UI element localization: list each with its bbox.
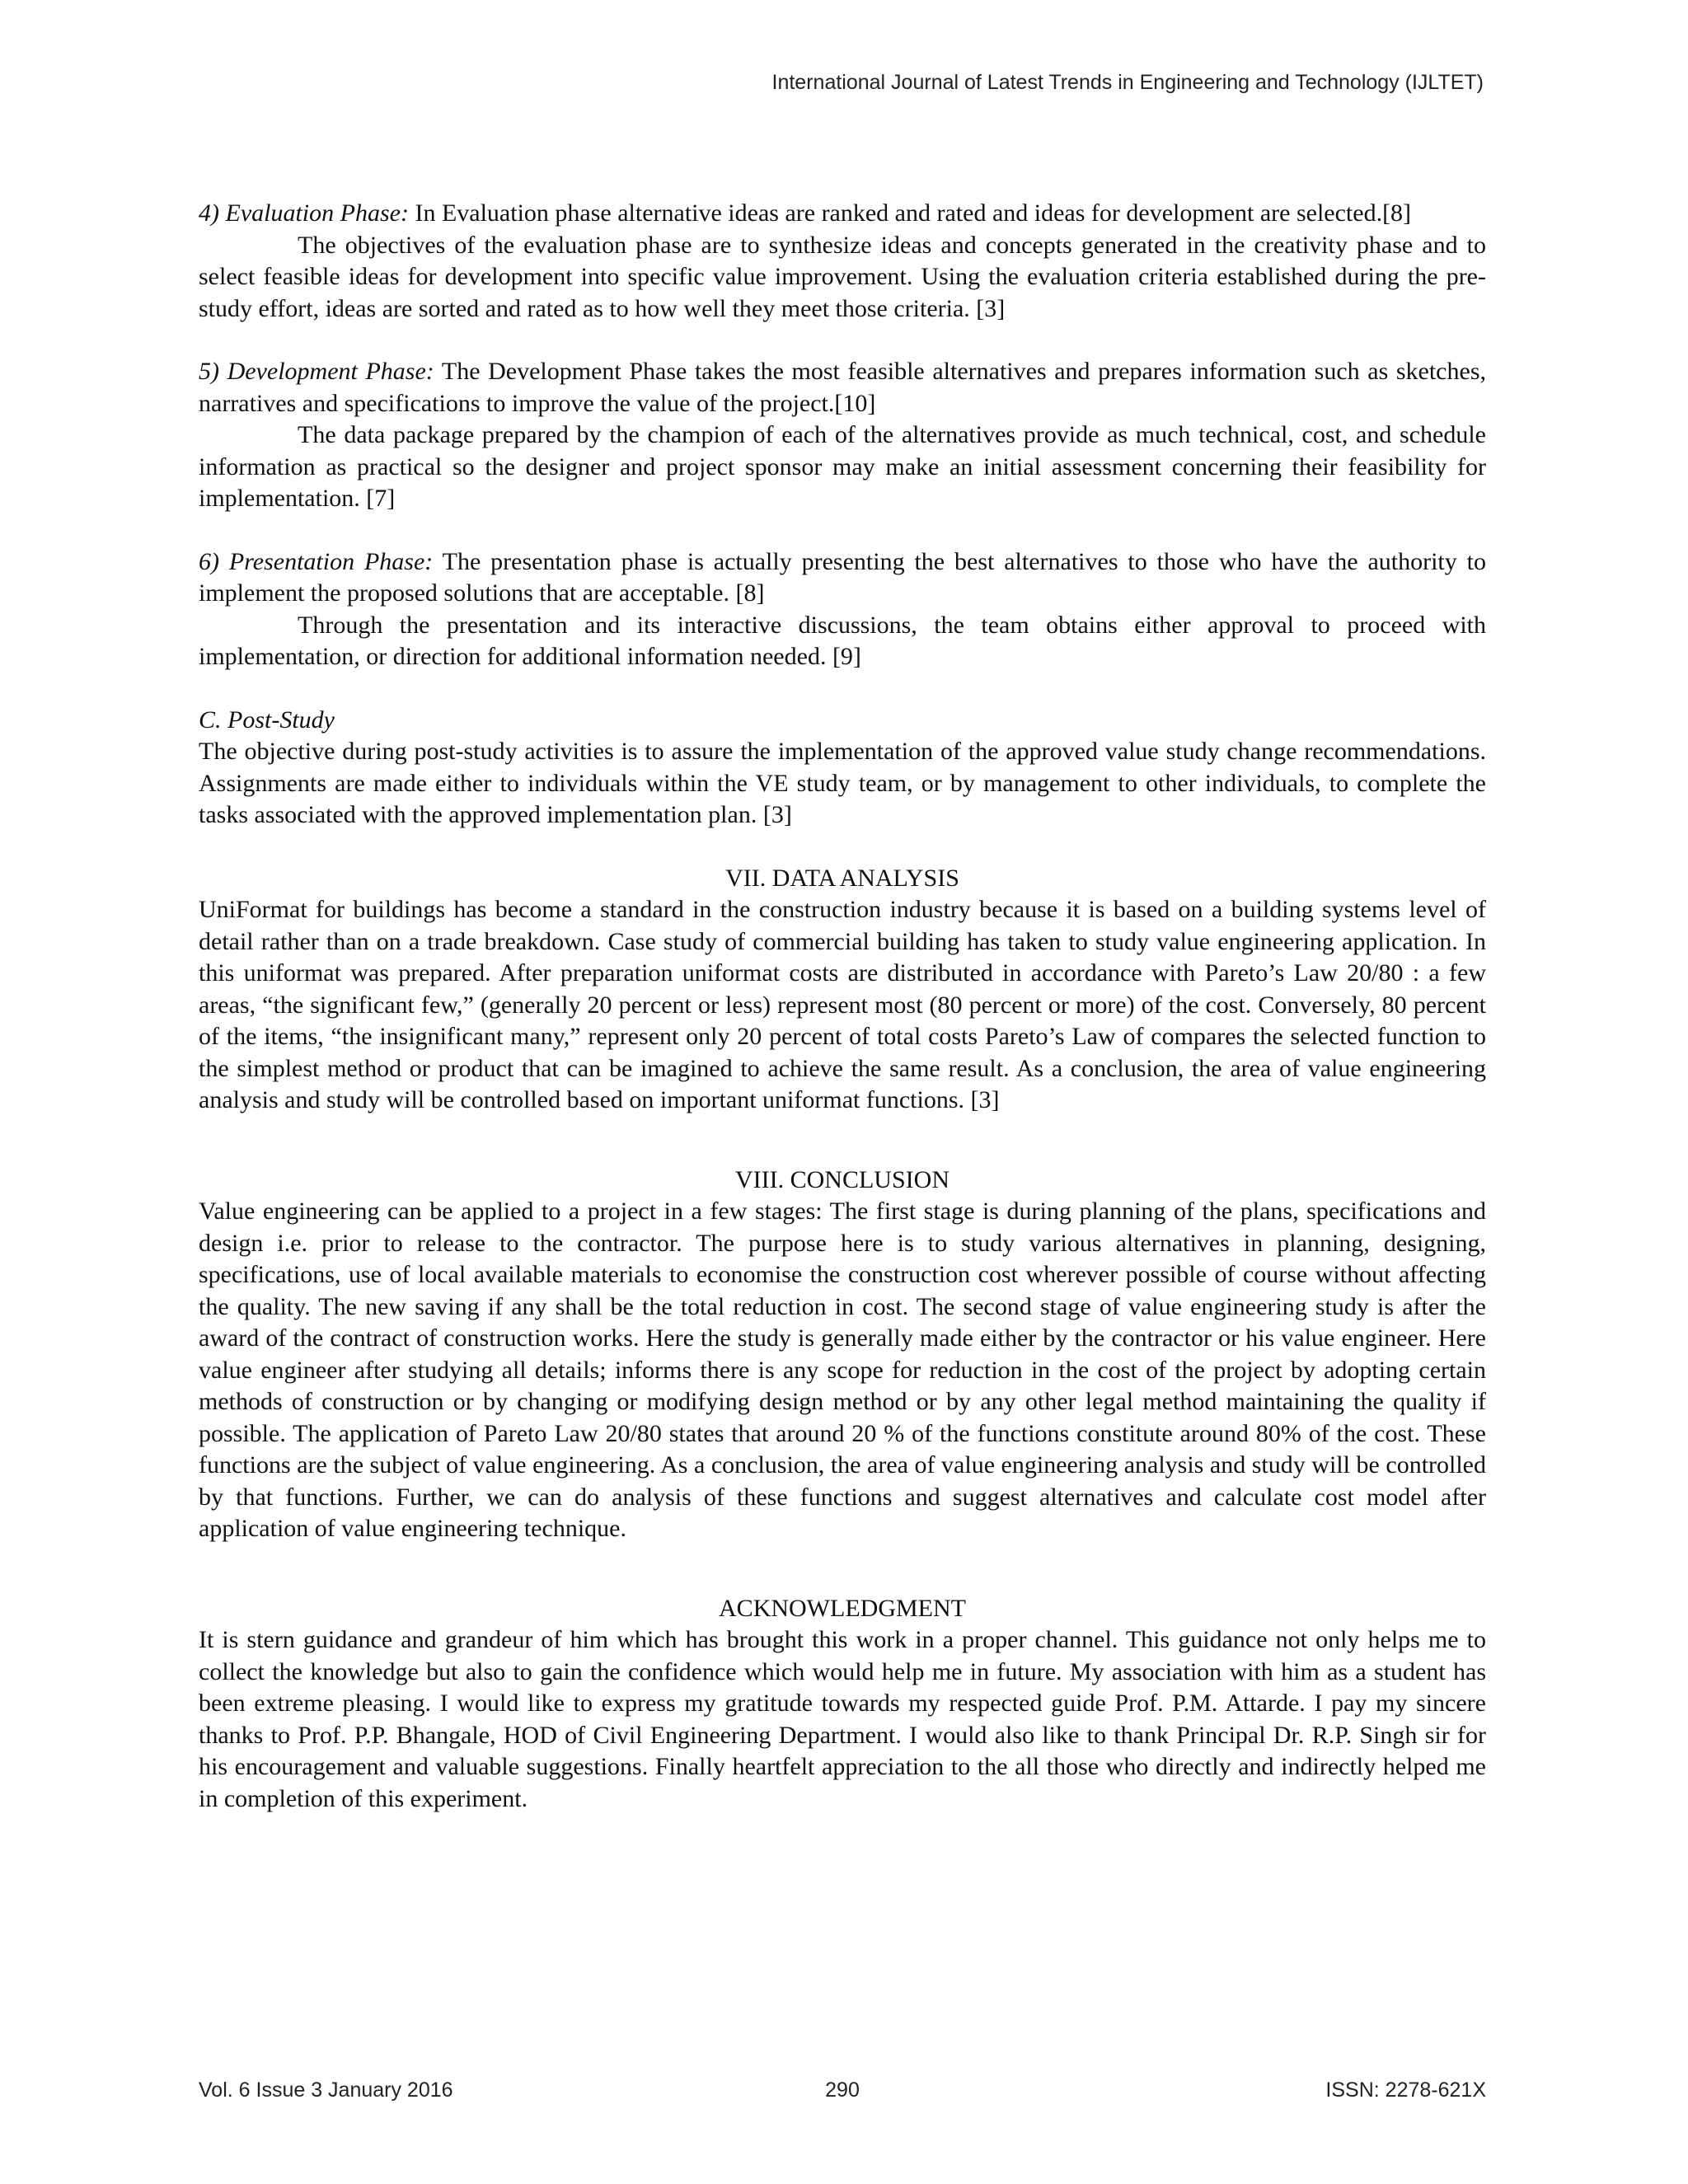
evaluation-phase-paragraph (199, 198, 1486, 230)
spacer (199, 515, 1486, 546)
conclusion-title: VIII. CONCLUSION (735, 1165, 950, 1193)
presentation-phase-text: The presentation phase is actually presenting the best alternatives to those who have the authority to implement the proposed solutions that are acceptable. [8] (199, 547, 1486, 607)
spacer (199, 325, 1486, 356)
footer-volume: Vol. 6 Issue 3 January 2016 (199, 2079, 453, 2102)
evaluation-phase-text: In Evaluation phase alternative ideas are ranked and rated and ideas for development are selected.[8] (408, 199, 1412, 227)
data-analysis-title: VII. DATA ANALYSIS (725, 864, 959, 892)
evaluation-phase-lead: 4) Evaluation Phase: (199, 199, 409, 227)
post-study-heading: C. Post-Study (199, 705, 335, 733)
spacer (199, 832, 1486, 863)
development-phase-text: The Development Phase takes the most feasible alternatives and prepares information such as sketches, narratives and specifications to improve the value of the project.[10] (199, 358, 1486, 417)
journal-header: International Journal of Latest Trends in Engineering and Technology (IJLTET) (771, 71, 1484, 94)
spacer (199, 1117, 1486, 1165)
acknowledgment-paragraph: It is stern guidance and grandeur of him which has brought this work in a proper channel. This guidance not only helps me to collect the knowledge but also to gain the confidence which would help me in future. My association with him as a student has been extreme pleasing. I would like to express my gratitude towards my respected guide Prof. P.M. Attarde. I pay my sincere thanks to Prof. P.P. Bhangale, HOD of Civil Engineering Department. I would also like to thank Principal Dr. R.P. Singh sir for his encouragement and valuable suggestions. Finally heartfelt appreciation to the all those who directly and indirectly helped me in completion of this experiment. (199, 1626, 1486, 1812)
presentation-discussion-paragraph: Through the presentation and its interactive discussions, the team obtains either approval to proceed with implementation, or direction for additional information needed. [9] (199, 611, 1486, 670)
evaluation-objectives-paragraph: The objectives of the evaluation phase are to synthesize ideas and concepts generated in the creativity phase and to select feasible ideas for development into specific value improvement. Using the evaluation criteria established during the pre-study effort, ideas are sorted and rated as to how well they meet those criteria. [3] (199, 231, 1486, 322)
spacer (199, 1545, 1486, 1593)
development-phase-lead: 5) Development Phase: (199, 358, 434, 385)
spacer (199, 673, 1486, 705)
presentation-phase-paragraph (199, 546, 1486, 610)
post-study-paragraph: The objective during post-study activities is to assure the implementation of the approved value study change recommendations. Assignments are made either to individuals within the VE study team, or by management to other individuals, to complete the tasks associated with the approved implementation plan. [3] (199, 738, 1486, 828)
footer-page-number: 290 (825, 2079, 860, 2102)
data-analysis-paragraph: UniFormat for buildings has become a standard in the construction industry because it is based on a building systems level of detail rather than on a trade breakdown. Case study of commercial building has taken to study value engineering application. In this uniformat was prepared. After preparation uniformat costs are distributed in accordance with Pareto’s Law 20/80 : a few areas, “the significant few,” (generally 20 percent or less) represent most (80 percent or more) of the cost. Conversely, 80 percent of the items, “the insignificant many,” represent only 20 percent of total costs Pareto’s Law of compares the selected function to the simplest method or product that can be imagined to achieve the same result. As a conclusion, the area of value engineering analysis and study will be controlled based on important uniformat functions. [3] (199, 896, 1486, 1113)
development-phase-paragraph (199, 356, 1486, 419)
development-data-package-paragraph: The data package prepared by the champion of each of the alternatives provide as much technical, cost, and schedule information as practical so the designer and project sponsor may make an initial assessment concerning their feasibility for implementation. [7] (199, 421, 1486, 512)
footer-issn: ISSN: 2278-621X (1325, 2079, 1486, 2102)
conclusion-paragraph: Value engineering can be applied to a project in a few stages: The first stage is during planning of the plans, specifications and design i.e. prior to release to the contractor. The purpose here is to study various alternatives in planning, designing, specifications, use of local available materials to economise the construction cost wherever possible of course without affecting the quality. The new saving if any shall be the total reduction in cost. The second stage of value engineering study is after the award of the contract of construction works. Here the study is generally made either by the contractor or his value engineer. Here value engineer after studying all details; informs there is any scope for reduction in the cost of the project by adopting certain methods of construction or by changing or modifying design method or by any other legal method maintaining the quality if possible. The application of Pareto Law 20/80 states that around 20 % of the functions constitute around 80% of the cost. These functions are the subject of value engineering. As a conclusion, the area of value engineering analysis and study will be controlled by that functions. Further, we can do analysis of these functions and suggest alternatives and calculate cost model after application of value engineering technique. (199, 1197, 1486, 1542)
presentation-phase-lead: 6) Presentation Phase: (199, 547, 434, 575)
page-body (199, 198, 1486, 1815)
acknowledgment-title: ACKNOWLEDGMENT (719, 1594, 966, 1622)
